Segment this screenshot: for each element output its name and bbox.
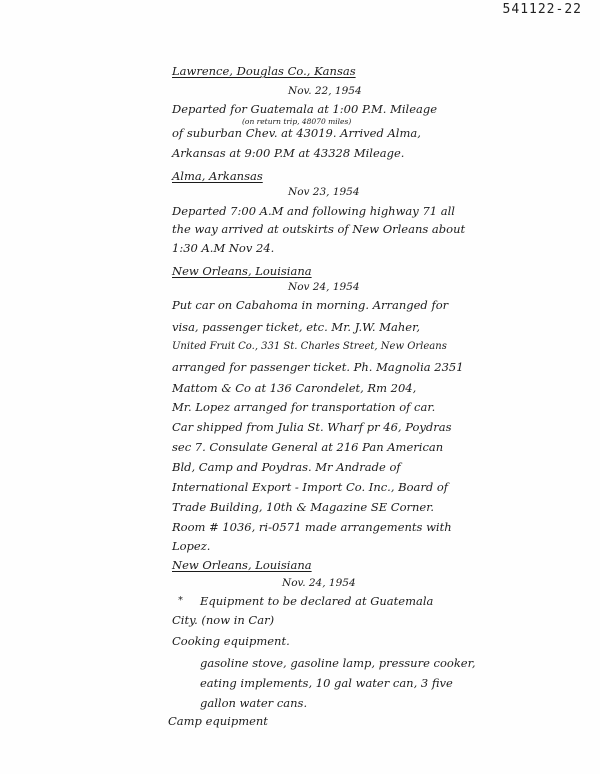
entry-heading-new-orleans: New Orleans, Louisiana <box>172 264 312 278</box>
entry-text-line: Departed 7:00 A.M and following highway 71 all <box>172 204 455 218</box>
entry-heading-lawrence: Lawrence, Douglas Co., Kansas <box>172 64 356 78</box>
entry-text-line: the way arrived at outskirts of New Orleans about <box>172 222 466 236</box>
entry-text-line: Trade Building, 10th & Magazine SE Corner. <box>172 500 435 514</box>
entry-text-line: Cooking equipment. <box>172 634 290 648</box>
entry-heading-new-orleans: New Orleans, Louisiana <box>172 558 312 572</box>
entry-text-line: Mr. Lopez arranged for transportation of car. <box>172 400 436 414</box>
entry-text-line: Bld, Camp and Poydras. Mr Andrade of <box>172 460 401 474</box>
entry-text-line: Car shipped from Julia St. Wharf pr 46, Poydras <box>172 420 452 434</box>
entry-date: Nov 24, 1954 <box>288 281 360 293</box>
entry-text-line: International Export - Import Co. Inc., Board of <box>172 480 449 494</box>
entry-text-line: United Fruit Co., 331 St. Charles Street, New Orleans <box>172 341 447 352</box>
entry-text-line: Departed for Guatemala at 1:00 P.M. Mileage <box>172 102 438 116</box>
entry-text-line: City. (now in Car) <box>172 613 275 627</box>
entry-text-line: Mattom & Co at 136 Carondelet, Rm 204, <box>172 381 417 395</box>
entry-text-line: gasoline stove, gasoline lamp, pressure cooker, <box>200 656 476 670</box>
entry-text-line: Camp equipment <box>168 714 268 728</box>
entry-note: (on return trip, 48070 miles) <box>242 117 352 126</box>
entry-text-line: visa, passenger ticket, etc. Mr. J.W. Maher, <box>172 320 420 334</box>
bullet-mark: * <box>178 595 183 606</box>
entry-date: Nov. 22, 1954 <box>288 85 362 97</box>
document-id: 541122-22 <box>502 2 582 17</box>
entry-text-line: Arkansas at 9:00 P.M at 43328 Mileage. <box>172 146 405 160</box>
entry-text-line: Equipment to be declared at Guatemala <box>200 594 434 608</box>
entry-text-line: Put car on Cabahoma in morning. Arranged for <box>172 298 449 312</box>
entry-text-line: arranged for passenger ticket. Ph. Magnolia 2351 <box>172 360 464 374</box>
entry-date: Nov. 24, 1954 <box>282 577 356 589</box>
entry-text-line: of suburban Chev. at 43019. Arrived Alma, <box>172 126 421 140</box>
entry-text-line: gallon water cans. <box>200 696 308 710</box>
entry-text-line: 1:30 A.M Nov 24. <box>172 241 275 255</box>
entry-text-line: sec 7. Consulate General at 216 Pan American <box>172 440 444 454</box>
entry-text-line: Lopez. <box>172 539 211 553</box>
entry-text-line: eating implements, 10 gal water can, 3 five <box>200 676 453 690</box>
entry-date: Nov 23, 1954 <box>288 186 360 198</box>
entry-heading-alma: Alma, Arkansas <box>172 169 263 183</box>
entry-text-line: Room # 1036, ri-0571 made arrangements with <box>172 520 452 534</box>
